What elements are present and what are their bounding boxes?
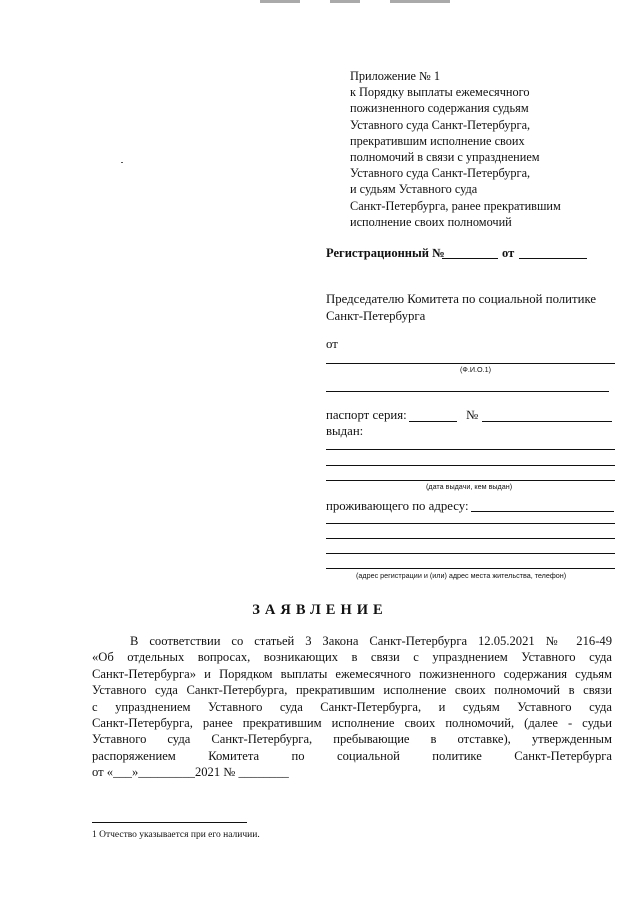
address-caption: (адрес регистрации и (или) адрес места жительства, телефон) [356,571,567,580]
body-line: «Об отдельных вопросах, возникающих в связи с упразднением Уставного суда [92,650,612,665]
addressee [326,291,596,325]
body-line: В соответствии со статьей 3 Закона Санкт-Петербурга 12.05.2021 № 216-49 [130,634,612,648]
issued-field-line-1[interactable] [326,449,615,450]
appendix-line: Санкт-Петербурга, ранее прекратившим [350,198,561,213]
appendix-line: пожизненного содержания судьям [350,101,529,116]
body-line: от «___»_________2021 № ________ [92,765,289,780]
appendix-line: к Порядку выплаты ежемесячного [350,85,530,100]
fio-field-line-2[interactable] [326,391,609,392]
addressee-line: Председателю Комитета по социальной политике [326,292,597,306]
address-field-line-4[interactable] [326,553,615,554]
appendix-line: Уставного суда Санкт-Петербурга, [350,166,531,181]
passport-number-field[interactable] [482,421,612,422]
appendix-line: исполнение своих полномочий [350,214,512,229]
registration-label: Регистрационный № [326,246,445,260]
issued-field-line-3[interactable] [326,480,615,481]
address-field-line-5[interactable] [326,568,615,569]
body-line: Уставного суда Санкт-Петербурга, пребывающие в отставке), утвержденным [92,732,612,747]
footnote-separator [92,822,247,823]
fio-field[interactable] [326,363,615,364]
fio-caption: (Ф.И.О.1) [460,365,491,374]
registration-date-field[interactable] [519,258,587,259]
residing-label: проживающего по адресу: [326,499,469,513]
registration-row [326,246,445,261]
body-line: распоряжением Комитета по социальной политике Санкт-Петербурга [92,748,612,763]
issued-caption: (дата выдачи, кем выдан) [426,482,513,491]
footnote: 1 Отчество указывается при его наличии. [92,830,260,840]
appendix-line: прекратившим исполнение своих [350,133,525,148]
appendix-line: и судьям Уставного суда [350,182,478,197]
scan-mark [390,0,450,3]
body-line: Санкт-Петербурга, ранее прекратившим исполнение своих полномочий, (далее - судьи [92,715,612,730]
passport-series-label: паспорт серия: [326,408,407,422]
address-field-line-2[interactable] [326,523,615,524]
registration-number-field[interactable] [442,258,498,259]
addressee-line: Санкт-Петербурга [326,309,426,323]
scan-mark [330,0,360,3]
scan-mark [260,0,300,3]
body-line: Санкт-Петербурга» и Порядком выплаты ежемесячного пожизненного содержания судьям [92,666,612,681]
passport-series-field[interactable] [409,421,457,422]
registration-from-label: от [502,246,515,260]
appendix-line: полномочий в связи с упразднением [350,150,540,165]
body-line: Уставного суда Санкт-Петербурга, прекратившим исполнение своих полномочий в связи [92,683,612,698]
statement-body [92,633,612,781]
issued-field-line-2[interactable] [326,465,615,466]
appendix-header [350,68,620,230]
appendix-line: Приложение № 1 [350,69,441,83]
issued-label: выдан: [326,424,364,438]
body-line: с упразднением Уставного суда Санкт-Петербурга, и судьям Уставного суда [92,699,612,714]
address-field-line-3[interactable] [326,538,615,539]
appendix-line: Уставного суда Санкт-Петербурга, [350,117,531,132]
scan-dot [121,162,123,163]
from-label: от [326,337,338,351]
document-title: ЗАЯВЛЕНИЕ [252,602,388,618]
address-field-line-1[interactable] [471,511,614,512]
passport-number-sign: № [466,408,479,422]
